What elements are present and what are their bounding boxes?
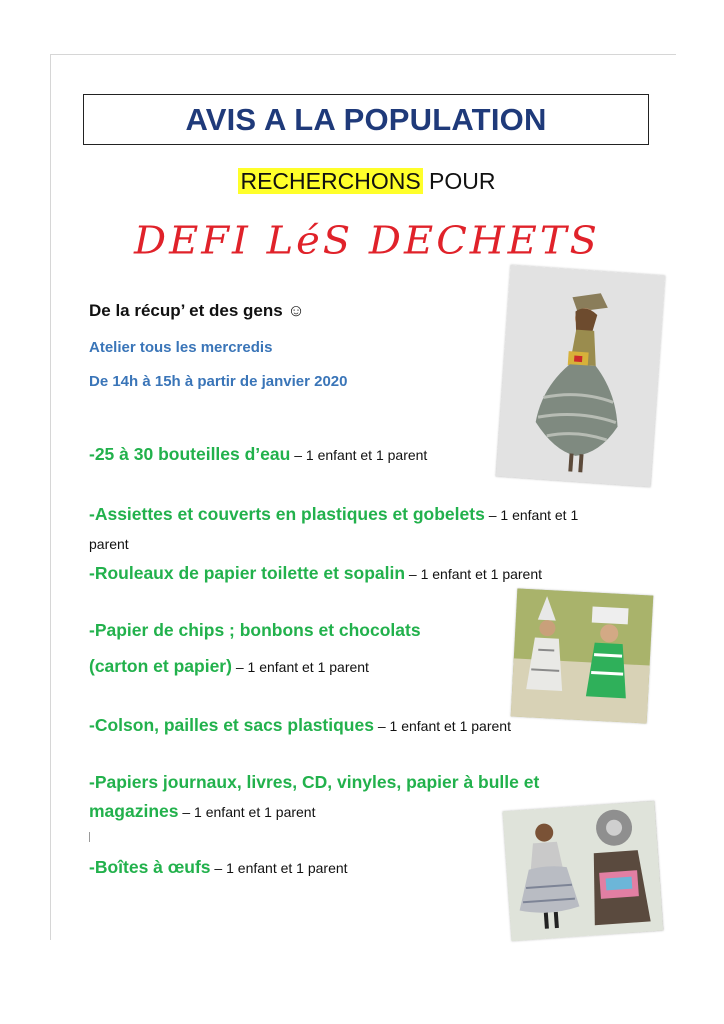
list-item — [89, 559, 542, 588]
list-item — [89, 768, 539, 796]
subtitle-highlight: RECHERCHONS — [240, 168, 421, 194]
photo-recycled-costumes — [511, 589, 654, 724]
photo-recycled-costumes-illustration — [511, 589, 654, 724]
photo-paper-dresses-illustration — [503, 801, 664, 941]
subtitle — [0, 168, 724, 195]
item-label: -25 à 30 bouteilles d’eau — [89, 444, 291, 464]
intro-line-2: Atelier tous les mercredis — [89, 339, 273, 356]
list-item — [89, 797, 315, 826]
item-label: -Boîtes à œufs — [89, 857, 211, 877]
list-item — [89, 652, 369, 681]
list-item — [89, 440, 427, 469]
photo-recycled-dress — [496, 265, 665, 487]
item-note: – 1 enfant et 1 parent — [210, 860, 348, 876]
photo-paper-dresses — [503, 801, 664, 941]
photo-recycled-dress-illustration — [496, 265, 665, 487]
item-label: magazines — [89, 801, 179, 821]
item-label-line-1: -Papier de chips ; bonbons et chocolats — [89, 620, 421, 640]
list-item — [89, 711, 511, 740]
item-label: -Colson, pailles et sacs plastiques — [89, 715, 374, 735]
item-note: – 1 enfant et 1 parent — [178, 804, 316, 820]
text-cursor-mark — [89, 832, 90, 842]
page-title: AVIS A LA POPULATION — [185, 101, 547, 137]
page-edge-top — [50, 54, 676, 55]
event-name: DEFI LéS DECHETS — [134, 219, 600, 263]
item-label: (carton et papier) — [89, 656, 232, 676]
item-label-line-1: -Papiers journaux, livres, CD, vinyles, papier à bulle et — [89, 772, 540, 792]
item-label: -Assiettes et couverts en plastiques et gobelets — [89, 504, 485, 524]
item-note: – 1 enfant et 1 parent — [290, 447, 428, 463]
item-note: – 1 enfant et 1 parent — [373, 718, 511, 734]
list-item — [89, 500, 619, 558]
title-box — [83, 94, 649, 145]
list-item — [89, 853, 348, 882]
item-note: – 1 enfant et 1 parent — [231, 659, 369, 675]
intro-line-3: De 14h à 15h à partir de janvier 2020 — [89, 373, 348, 390]
intro-line-1: De la récup’ et des gens ☺ — [89, 301, 305, 320]
item-note: – 1 enfant et 1 parent — [89, 507, 579, 552]
subtitle-rest: POUR — [422, 168, 496, 194]
list-item — [89, 616, 421, 644]
item-label: -Rouleaux de papier toilette et sopalin — [89, 563, 406, 583]
item-note: – 1 enfant et 1 parent — [405, 566, 543, 582]
